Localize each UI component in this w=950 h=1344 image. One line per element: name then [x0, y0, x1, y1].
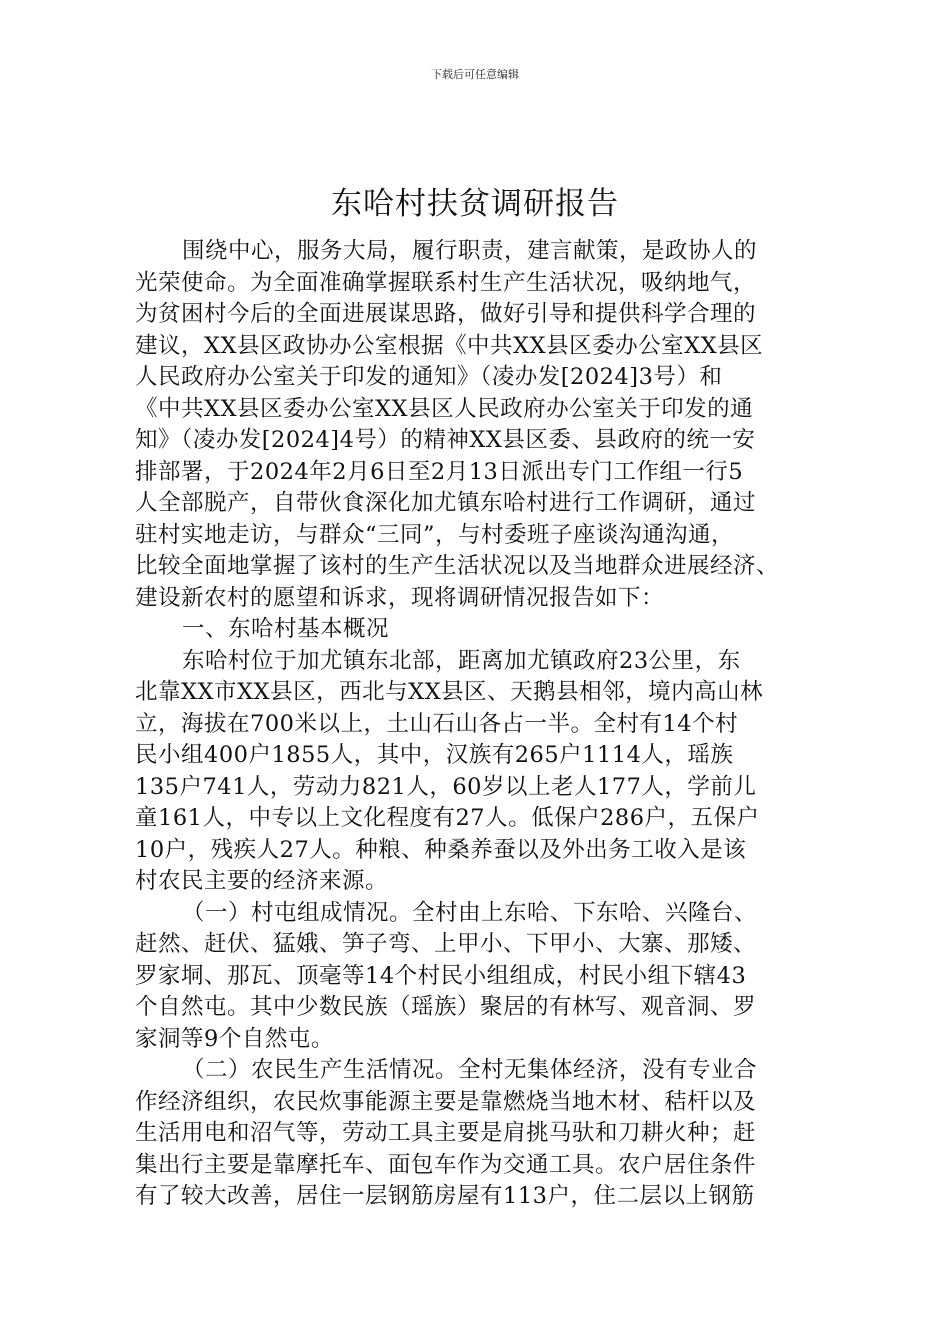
intro-paragraph [135, 236, 835, 614]
text-line: 人全部脱产，自带伙食深化加尤镇东哈村进行工作调研，通过 [135, 490, 757, 516]
text-line: 建设新农村的愿望和诉求，现将调研情况报告如下： [135, 584, 665, 611]
text-line: （二）农民生产生活情况。全村无集体经济，没有专业合 [182, 1057, 758, 1083]
text-line: 童161人，中专以上文化程度有27人。低保户286户，五保户 [135, 805, 760, 831]
text-line: 立，海拔在700米以上，土山石山各占一半。全村有14个村 [135, 710, 739, 737]
document-title: 东哈村扶贫调研报告 [331, 186, 619, 222]
text-line: 135户741人，劳动力821人，60岁以上老人177人，学前儿 [135, 773, 757, 800]
living-conditions-paragraph [135, 1055, 835, 1213]
text-line: 知》（凌办发[2024]4号）的精神XX县区委、县政府的统一安 [135, 427, 756, 453]
text-line: 集出行主要是靠摩托车、面包车作为交通工具。农户居住条件 [135, 1151, 757, 1178]
text-line: 人民政府办公室关于印发的通知》（凌办发[2024]3号）和 [135, 364, 723, 390]
text-line: 东哈村位于加尤镇东北部，距离加尤镇政府23公里，东 [182, 647, 741, 674]
text-line: 建议，XX县区政协办公室根据《中共XX县区委办公室XX县区 [135, 332, 764, 359]
text-line: 罗家垌、那瓦、顶毫等14个村民小组组成，村民小组下辖43 [135, 962, 747, 989]
text-line: 《中共XX县区委办公室XX县区人民政府办公室关于印发的通 [135, 395, 754, 422]
text-line: 北靠XX市XX县区，西北与XX县区、天鹅县相邻，境内高山林 [135, 679, 764, 705]
text-line: 村农民主要的经济来源。 [135, 868, 389, 894]
text-line: （一）村屯组成情况。全村由上东哈、下东哈、兴隆台、 [182, 899, 758, 926]
text-line: 家洞等9个自然屯。 [135, 1025, 334, 1052]
text-line: 10户，残疾人27人。种粮、种桑养蚕以及外出务工收入是该 [135, 836, 747, 863]
text-line: 围绕中心，服务大局，履行职责，建言献策，是政协人的 [182, 238, 758, 264]
overview-paragraph [135, 646, 835, 898]
text-line: 个自然屯。其中少数民族（瑶族）聚居的有林写、观音洞、罗 [135, 994, 757, 1020]
village-composition-paragraph [135, 898, 835, 1056]
heading-text: 一、东哈村基本概况 [182, 616, 390, 642]
text-line: 赶然、赶伏、猛娥、笋子弯、上甲小、下甲小、大寨、那矮、 [135, 931, 757, 957]
text-line: 光荣使命。为全面准确掌握联系村生产生活状况，吸纳地气， [135, 269, 757, 296]
section-heading [135, 614, 835, 646]
text-line: 排部署，于2024年2月6日至2月13日派出专门工作组一行5 [135, 458, 744, 485]
text-line: 驻村实地走访，与群众“三同”，与村委班子座谈沟通沟通， [135, 521, 735, 548]
text-line: 有了较大改善，居住一层钢筋房屋有113户，住二层以上钢筋 [135, 1183, 755, 1209]
text-line: 民小组400户1855人，其中，汉族有265户1114人，瑶族 [135, 742, 734, 768]
text-line: 作经济组织，农民炊事能源主要是靠燃烧当地木材、秸杆以及 [135, 1088, 757, 1115]
text-line: 生活用电和沼气等，劳动工具主要是肩挑马驮和刀耕火种；赶 [135, 1120, 757, 1146]
text-line: 比较全面地掌握了该村的生产生活状况以及当地群众进展经济、 [135, 553, 780, 579]
document-body [135, 236, 835, 1213]
page-header-note: 下载后可任意编辑 [431, 68, 519, 81]
text-line: 为贫困村今后的全面进展谋思路，做好引导和提供科学合理的 [135, 301, 757, 327]
